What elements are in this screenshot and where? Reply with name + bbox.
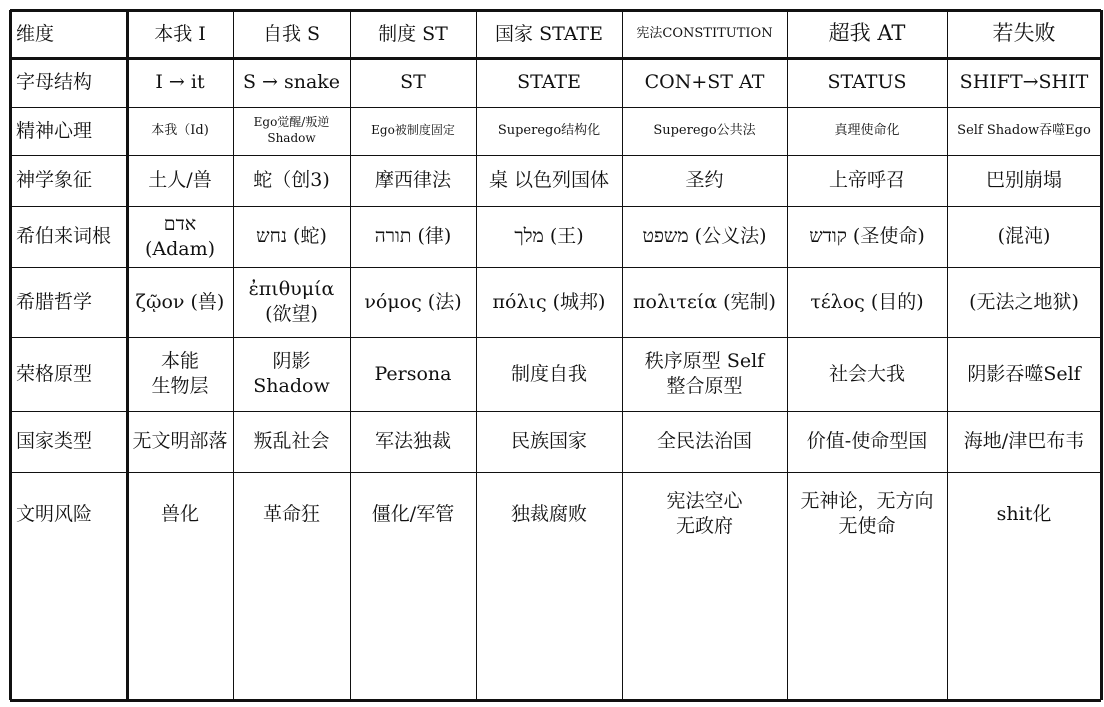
empty-cell — [10, 556, 127, 700]
header-cell: 超我 AT — [828, 21, 906, 46]
row-divider — [10, 267, 1101, 268]
table-cell: 社会大我 — [828, 362, 905, 385]
table-cell: 海地/津巴布韦 — [963, 430, 1085, 453]
table-cell: 无神论，无方向 无使命 — [800, 490, 934, 537]
table-cell: משפט (公义法) — [642, 225, 767, 248]
row-divider — [10, 472, 1101, 473]
table-cell: 圣约 — [685, 169, 724, 192]
column-divider — [787, 10, 788, 700]
row-label: 国家类型 — [16, 430, 93, 453]
row-divider — [10, 57, 1101, 60]
column-divider — [622, 10, 623, 700]
row-label: 希腊哲学 — [16, 290, 93, 313]
row-divider — [10, 155, 1101, 156]
table-cell: CON+ST AT — [644, 71, 765, 94]
table-cell: 本能 生物层 — [151, 350, 209, 397]
table-cell: נחש (蛇) — [256, 225, 327, 248]
column-divider — [126, 10, 129, 700]
empty-cell — [787, 556, 947, 700]
row-divider — [10, 411, 1101, 412]
table-cell: shit化 — [996, 502, 1052, 525]
row-divider — [10, 337, 1101, 338]
empty-cell — [622, 556, 787, 700]
table-cell: πόλις (城邦) — [492, 290, 606, 313]
table-cell: 阴影Shadow — [253, 350, 330, 397]
table-cell: 阴影吞噬Self — [967, 362, 1081, 385]
column-divider — [350, 10, 351, 700]
table-cell: 真理使命化 — [834, 122, 900, 138]
header-cell: 宪法CONSTITUTION — [636, 25, 773, 41]
table-cell: 无文明部落 — [132, 430, 228, 453]
table-cell: 全民法治国 — [656, 430, 752, 453]
table-cell: 制度自我 — [510, 362, 587, 385]
row-divider — [10, 206, 1101, 207]
table-cell: (混沌) — [997, 225, 1051, 248]
row-divider — [10, 699, 1101, 702]
table-cell: 革命狂 — [262, 502, 320, 525]
column-divider — [1100, 10, 1103, 700]
table-cell: קודש (圣使命) — [809, 225, 925, 248]
table-cell: Self Shadow吞噬Ego — [957, 122, 1091, 138]
row-divider — [10, 9, 1101, 12]
table-cell: Superego公共法 — [653, 122, 756, 138]
table-cell: 叛乱社会 — [253, 430, 330, 453]
header-cell: 制度 ST — [378, 22, 448, 45]
table-cell: SHIFT→SHIT — [959, 71, 1089, 94]
table-cell: 宪法空心 无政府 — [666, 490, 743, 537]
row-label: 希伯来词根 — [16, 225, 112, 248]
table-cell: 僵化/军管 — [371, 502, 455, 525]
empty-cell — [476, 556, 622, 700]
table-cell: 蛇（创3) — [253, 169, 330, 192]
table-cell: τέλος (目的) — [810, 290, 924, 313]
table-cell: מלך (王) — [514, 225, 584, 248]
table-cell: 土人/兽 — [148, 169, 212, 192]
table-cell: (无法之地狱) — [969, 290, 1079, 313]
column-divider — [233, 10, 234, 700]
table-cell: νόμος (法) — [364, 290, 462, 313]
table-cell: Ego觉醒/叛逆 Shadow — [253, 115, 330, 145]
table-cell: 桌 以色列国体 — [488, 169, 610, 192]
table-cell: 价值-使命型国 — [806, 430, 928, 453]
table-cell: 本我（Id) — [151, 122, 209, 138]
table-cell: 军法独裁 — [374, 430, 451, 453]
empty-cell — [350, 556, 476, 700]
row-divider — [10, 107, 1101, 108]
table-cell: STATE — [517, 71, 581, 94]
table-cell: 摩西律法 — [374, 169, 451, 192]
header-cell: 国家 STATE — [495, 22, 603, 45]
table-cell: ST — [400, 71, 426, 94]
row-label: 字母结构 — [16, 71, 93, 94]
table-cell: Persona — [374, 362, 452, 385]
table-cell: I → it — [155, 71, 205, 94]
table-cell: ζῷον (兽) — [135, 290, 225, 313]
table-cell: 独裁腐败 — [510, 502, 587, 525]
table-cell: 上帝呼召 — [828, 169, 905, 192]
table-cell: אדם (Adam) — [144, 212, 216, 260]
table-cell: 秩序原型 Self 整合原型 — [644, 350, 765, 397]
column-divider — [9, 10, 12, 700]
header-cell: 本我 I — [154, 22, 206, 45]
table-cell: 巴别崩塌 — [985, 169, 1062, 192]
table-cell: 兽化 — [160, 502, 199, 525]
header-cell: 维度 — [16, 22, 55, 45]
row-label: 精神心理 — [16, 119, 93, 142]
table-cell: S → snake — [242, 71, 341, 94]
table-cell: STATUS — [827, 71, 907, 94]
row-label: 文明风险 — [16, 502, 93, 525]
header-cell: 自我 S — [262, 22, 321, 45]
table-cell: ἐπιθυμία (欲望) — [248, 278, 335, 325]
table-cell: πολιτεία (宪制) — [633, 290, 776, 313]
row-label: 神学象征 — [16, 169, 93, 192]
table-cell: 民族国家 — [510, 430, 587, 453]
column-divider — [476, 10, 477, 700]
column-divider — [947, 10, 948, 700]
empty-cell — [127, 556, 233, 700]
table-cell: תורה (律) — [374, 225, 452, 248]
empty-cell — [233, 556, 350, 700]
empty-cell — [947, 556, 1101, 700]
header-cell: 若失败 — [992, 21, 1056, 46]
table-cell: Superego结构化 — [497, 122, 601, 138]
table-cell: Ego被制度固定 — [371, 123, 455, 138]
row-label: 荣格原型 — [16, 362, 93, 385]
